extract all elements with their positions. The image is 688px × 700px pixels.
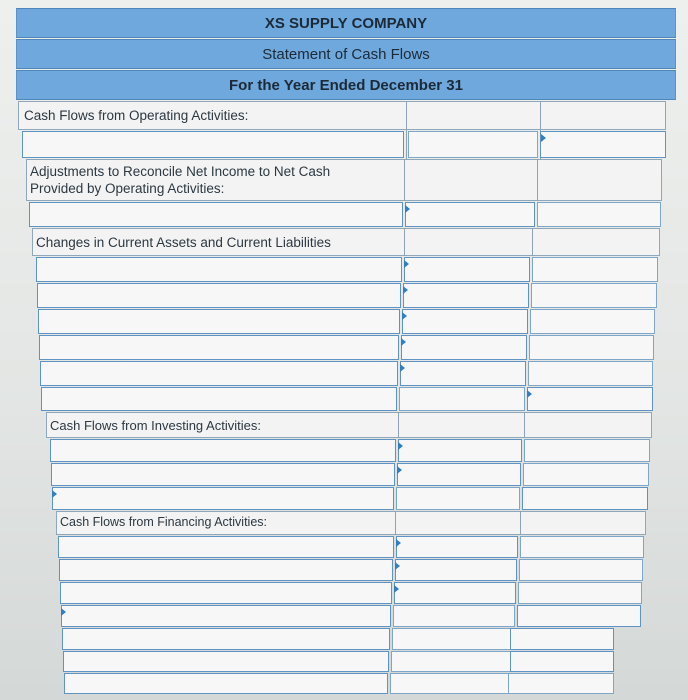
cell-dropdown-marker-icon[interactable] xyxy=(527,390,532,398)
cell-dropdown-marker-icon[interactable] xyxy=(405,205,410,213)
investing-item-description-input[interactable] xyxy=(52,487,394,510)
change-item-total-cell[interactable] xyxy=(531,283,657,308)
financing-item-amount-input[interactable] xyxy=(393,605,515,627)
cell-dropdown-marker-icon[interactable] xyxy=(402,312,407,320)
column-divider xyxy=(404,159,405,201)
net-financing-total-input[interactable] xyxy=(517,605,641,627)
change-item-amount-input[interactable] xyxy=(401,335,527,360)
summary-description-input[interactable] xyxy=(63,651,389,672)
investing-section-label: Cash Flows from Investing Activities: xyxy=(50,418,261,433)
adjustment-item-total-cell[interactable] xyxy=(537,202,661,227)
investing-item-description-input[interactable] xyxy=(50,439,396,462)
summary-description-input[interactable] xyxy=(62,628,390,650)
financing-item-total-cell[interactable] xyxy=(518,582,642,604)
financing-item-amount-input[interactable] xyxy=(394,582,516,604)
investing-item-amount-input[interactable] xyxy=(398,439,522,462)
summary-description-input[interactable] xyxy=(64,673,388,694)
cell-dropdown-marker-icon[interactable] xyxy=(404,260,409,268)
column-divider xyxy=(524,412,525,438)
summary-total-input[interactable] xyxy=(510,651,614,672)
cell-dropdown-marker-icon[interactable] xyxy=(397,466,402,474)
change-item-total-cell[interactable] xyxy=(529,335,654,360)
cell-dropdown-marker-icon[interactable] xyxy=(401,338,406,346)
change-item-total-cell[interactable] xyxy=(532,257,658,282)
operating-item-amount-input[interactable] xyxy=(408,131,538,158)
cell-dropdown-marker-icon[interactable] xyxy=(400,364,405,372)
net-operating-total-input[interactable] xyxy=(527,387,653,411)
operating-section-label: Cash Flows from Operating Activities: xyxy=(24,108,249,123)
cell-dropdown-marker-icon[interactable] xyxy=(61,608,66,616)
investing-item-amount-input[interactable] xyxy=(396,487,520,510)
changes-section-label: Changes in Current Assets and Current Liabilities xyxy=(36,235,331,250)
change-item-description-input[interactable] xyxy=(39,335,399,360)
column-divider xyxy=(398,412,399,438)
adjustments-label-line-1: Adjustments to Reconcile Net Income to Net Cash xyxy=(30,164,331,179)
change-item-description-input[interactable] xyxy=(38,309,400,334)
change-item-description-input[interactable] xyxy=(37,283,401,308)
summary-amount-cell[interactable] xyxy=(390,673,512,694)
cell-dropdown-marker-icon[interactable] xyxy=(395,562,400,570)
header-title-row xyxy=(16,39,676,69)
column-divider xyxy=(406,101,407,159)
financing-item-total-cell[interactable] xyxy=(520,536,644,558)
header-period-row xyxy=(16,70,676,100)
change-item-total-cell[interactable] xyxy=(530,309,655,334)
financing-item-total-cell[interactable] xyxy=(519,559,643,581)
financing-item-description-input[interactable] xyxy=(60,582,392,604)
change-item-amount-input[interactable] xyxy=(402,309,528,334)
column-divider xyxy=(532,228,533,256)
change-item-description-input[interactable] xyxy=(40,361,398,386)
summary-total-cell[interactable] xyxy=(508,673,614,694)
statement-title: Statement of Cash Flows xyxy=(262,45,430,63)
net-investing-total-input[interactable] xyxy=(522,487,648,510)
company-name: XS SUPPLY COMPANY xyxy=(264,14,428,32)
financing-item-description-input[interactable] xyxy=(58,536,394,558)
summary-total-input[interactable] xyxy=(510,628,614,650)
change-item-total-cell[interactable] xyxy=(528,361,653,386)
operating-total-input[interactable] xyxy=(540,131,666,158)
change-item-description-input[interactable] xyxy=(36,257,402,282)
statement-period: For the Year Ended December 31 xyxy=(229,76,463,94)
cell-dropdown-marker-icon[interactable] xyxy=(403,286,408,294)
financing-section-label: Cash Flows from Financing Activities: xyxy=(60,515,268,529)
header-company-row xyxy=(16,8,676,38)
operating-item-description-input[interactable] xyxy=(22,131,404,158)
cell-dropdown-marker-icon[interactable] xyxy=(398,442,403,450)
cell-dropdown-marker-icon[interactable] xyxy=(541,134,546,142)
investing-item-total-cell[interactable] xyxy=(523,463,649,486)
column-divider xyxy=(537,159,538,201)
summary-amount-cell[interactable] xyxy=(391,651,513,672)
change-item-amount-input[interactable] xyxy=(403,283,529,308)
financing-item-amount-input[interactable] xyxy=(395,559,517,581)
cell-dropdown-marker-icon[interactable] xyxy=(394,585,399,593)
financing-item-description-input[interactable] xyxy=(59,559,393,581)
financing-item-description-input[interactable] xyxy=(61,605,391,627)
investing-item-description-input[interactable] xyxy=(51,463,395,486)
change-item-amount-input[interactable] xyxy=(399,387,525,411)
column-divider xyxy=(404,228,405,256)
investing-item-amount-input[interactable] xyxy=(397,463,521,486)
change-item-amount-input[interactable] xyxy=(404,257,530,282)
column-divider xyxy=(395,511,396,535)
change-item-description-input[interactable] xyxy=(41,387,397,411)
summary-amount-cell[interactable] xyxy=(392,628,514,650)
column-divider xyxy=(520,511,521,535)
adjustment-item-description-input[interactable] xyxy=(29,202,403,227)
cell-dropdown-marker-icon[interactable] xyxy=(52,490,57,498)
financing-item-amount-input[interactable] xyxy=(396,536,518,558)
adjustments-label-line-2: Provided by Operating Activities: xyxy=(30,181,225,196)
change-item-amount-input[interactable] xyxy=(400,361,526,386)
investing-item-total-cell[interactable] xyxy=(524,439,650,462)
cell-dropdown-marker-icon[interactable] xyxy=(396,539,401,547)
adjustment-item-amount-input[interactable] xyxy=(405,202,535,227)
